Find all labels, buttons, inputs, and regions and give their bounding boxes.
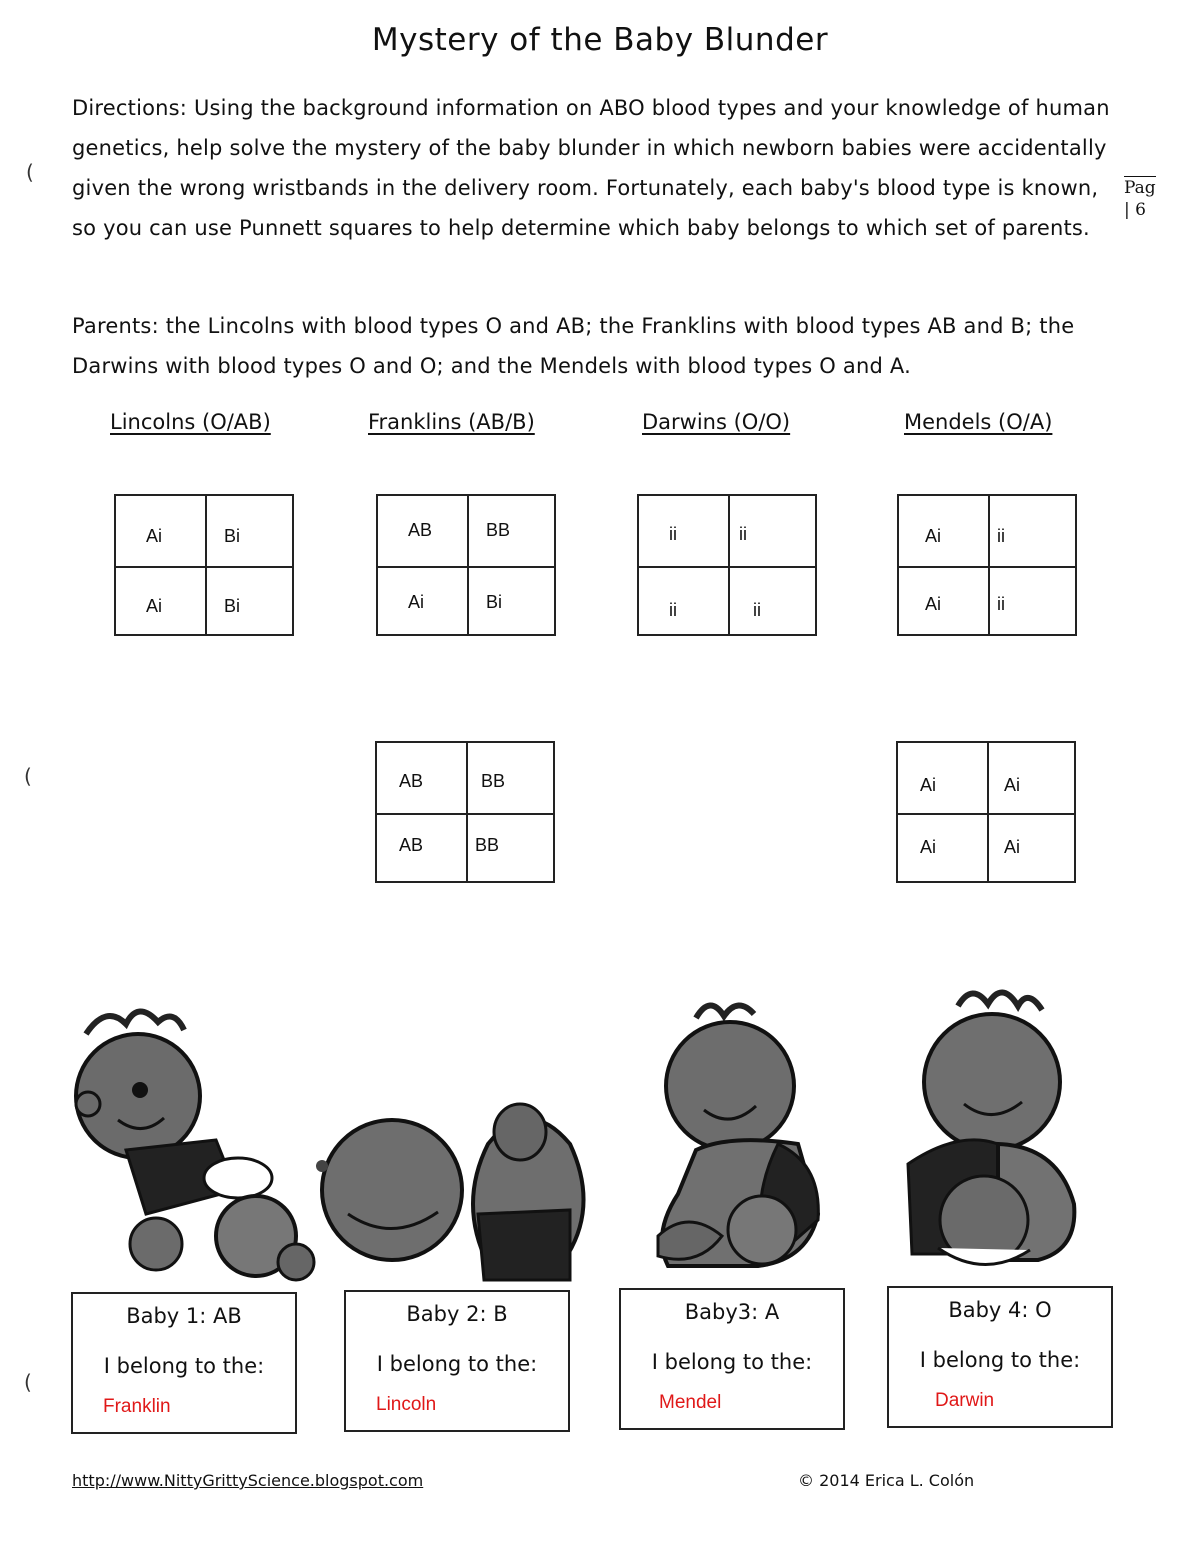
franklins-heading: Franklins (AB/B): [368, 410, 535, 434]
punnett-square-mendel-2: [896, 741, 1076, 883]
belong-prompt: I belong to the:: [919, 1348, 1081, 1372]
punnett-cell: Ai: [920, 837, 937, 857]
baby-3-label: Baby3: A: [684, 1300, 780, 1324]
footer-copyright: © 2014 Erica L. Colón: [798, 1471, 975, 1490]
punnett-cell: ii: [739, 524, 747, 544]
baby-2-answer[interactable]: Lincoln: [376, 1394, 437, 1415]
baby-3-card: [619, 1288, 845, 1430]
baby-4-label: Baby 4: O: [948, 1298, 1052, 1322]
belong-prompt: I belong to the:: [103, 1354, 265, 1378]
belong-prompt: I belong to the:: [651, 1350, 813, 1374]
punnett-square-franklin-2: [375, 741, 555, 883]
punnett-cell: AB: [408, 520, 433, 540]
punnett-cell: Ai: [146, 596, 163, 616]
punnett-cell: Ai: [146, 526, 163, 546]
punnett-square-lincoln: [114, 494, 294, 636]
punnett-cell: AB: [399, 835, 424, 855]
margin-bracket-icon: (: [26, 160, 34, 184]
punnett-cell: ii: [997, 594, 1005, 614]
punnett-square-franklin: [376, 494, 556, 636]
baby-4-illustration-icon: [898, 980, 1084, 1282]
punnett-cell: BB: [481, 771, 506, 791]
punnett-cell: Ai: [408, 592, 425, 612]
parents-text: Parents: the Lincolns with blood types O and AB; the Franklins with blood types AB and B; the Darwins with blood types O and O; and the Mendels with blood types O and A.: [72, 314, 1075, 378]
punnett-cell: BB: [486, 520, 511, 540]
baby-2-illustration-icon: [308, 1084, 598, 1286]
punnett-cell: ii: [669, 600, 677, 620]
directions-text: Directions: Using the background information on ABO blood types and your knowledge of human genetics, help solve the mystery of the baby blunder in which newborn babies were accidentally given the wrong wristbands in the delivery room. Fortunately, each baby's blood type is known, so you can use Punnett squares to help determine which baby belongs to which set of parents.: [72, 96, 1110, 240]
punnett-cell: Ai: [1004, 837, 1021, 857]
punnett-cell: Ai: [925, 526, 942, 546]
punnett-cell: AB: [399, 771, 424, 791]
punnett-cell: ii: [997, 526, 1005, 546]
footer-url-link[interactable]: http://www.NittyGrittyScience.blogspot.com: [72, 1471, 424, 1490]
baby-1-card: [71, 1292, 297, 1434]
punnett-cell: Ai: [920, 775, 937, 795]
punnett-cell: Ai: [1004, 775, 1021, 795]
baby-1-answer[interactable]: Franklin: [103, 1396, 171, 1417]
baby-4-answer[interactable]: Darwin: [935, 1390, 995, 1411]
page-mark-line1: Pag: [1124, 178, 1156, 198]
lincolns-heading: Lincolns (O/AB): [110, 410, 271, 434]
punnett-cell: Bi: [224, 526, 241, 546]
punnett-square-darwin: [637, 494, 817, 636]
margin-bracket-icon: (: [24, 1370, 32, 1394]
page-mark-line2: | 6: [1124, 200, 1146, 220]
baby-2-label: Baby 2: B: [406, 1302, 508, 1326]
darwins-heading: Darwins (O/O): [642, 410, 791, 434]
punnett-cell: BB: [475, 835, 500, 855]
punnett-cell: Bi: [224, 596, 241, 616]
baby-2-card: [344, 1290, 570, 1432]
margin-bracket-icon: (: [24, 764, 32, 788]
page-number-mark: [1124, 176, 1156, 221]
page-title: Mystery of the Baby Blunder: [371, 22, 829, 58]
punnett-cell: Ai: [925, 594, 942, 614]
baby-3-answer[interactable]: Mendel: [659, 1392, 722, 1413]
mendels-heading: Mendels (O/A): [904, 410, 1053, 434]
punnett-cell: Bi: [486, 592, 503, 612]
punnett-cell: ii: [669, 524, 677, 544]
punnett-square-mendel: [897, 494, 1077, 636]
belong-prompt: I belong to the:: [376, 1352, 538, 1376]
baby-4-card: [887, 1286, 1113, 1428]
baby-3-illustration-icon: [638, 994, 828, 1284]
baby-1-label: Baby 1: AB: [126, 1304, 242, 1328]
punnett-cell: ii: [753, 600, 761, 620]
baby-1-illustration-icon: [66, 1000, 326, 1282]
